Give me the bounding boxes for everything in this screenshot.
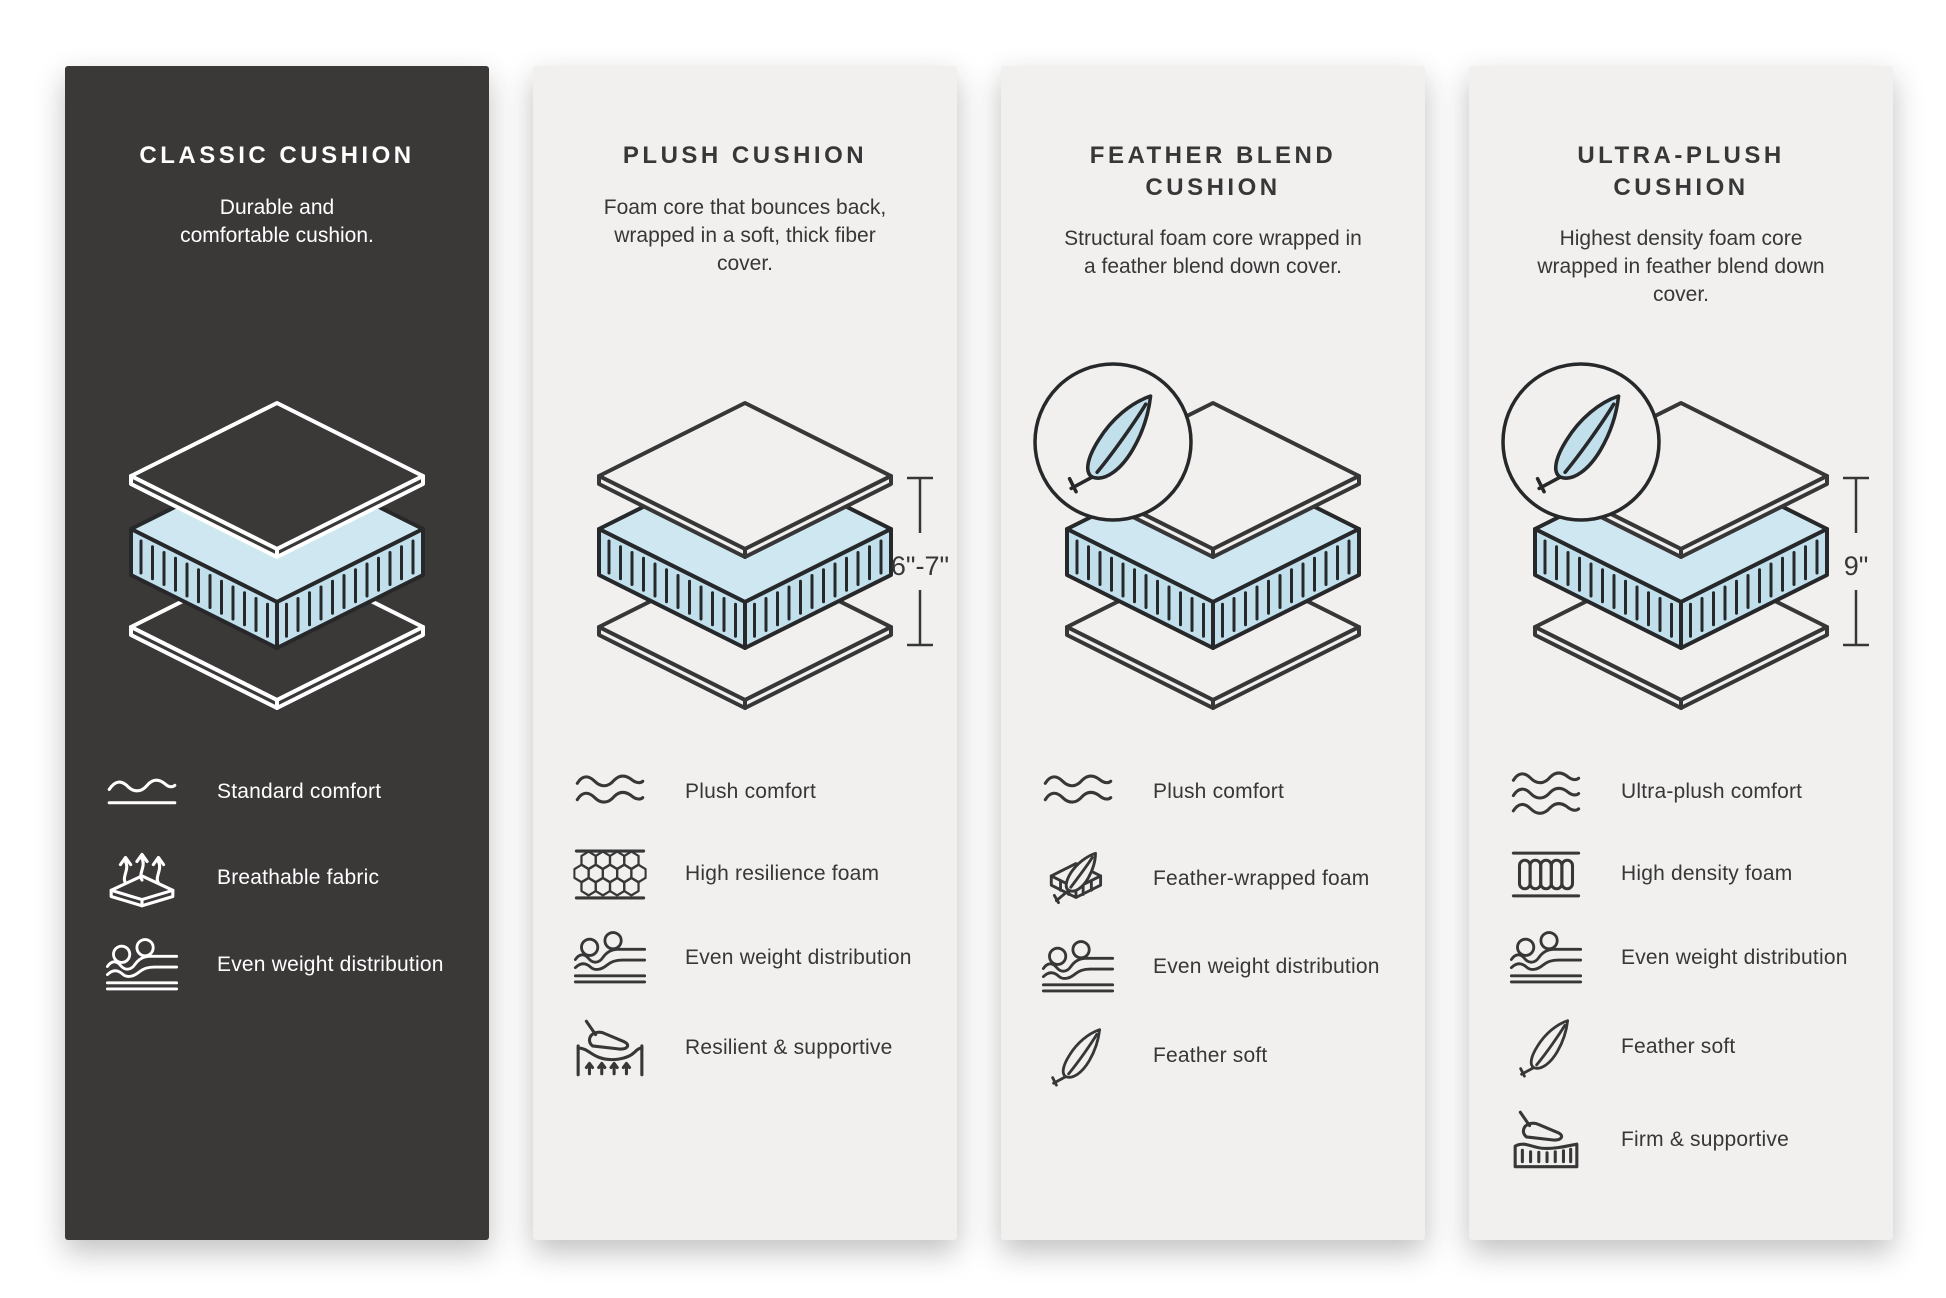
cushion-stack-drawing — [1491, 355, 1871, 727]
feature-label: Feather soft — [1621, 1034, 1736, 1058]
feather-icon — [1041, 1025, 1115, 1087]
feature-list — [573, 766, 933, 1110]
panel-classic-cushion — [65, 66, 489, 1240]
wave-comfort-icon — [105, 772, 179, 813]
feature-label: Feather-wrapped foam — [1153, 866, 1370, 890]
feature-list — [1509, 766, 1869, 1202]
panel-title: ULTRA-PLUSH CUSHION — [1577, 142, 1785, 201]
panel-title: FEATHER BLEND CUSHION — [1089, 142, 1337, 201]
feature-row — [1041, 848, 1401, 910]
feature-list — [1041, 766, 1401, 1117]
feature-row — [105, 848, 465, 908]
cushion-stack-drawing — [1023, 355, 1403, 727]
feather-badge-icon — [1503, 364, 1659, 520]
panel-description: Foam core that bounces back, wrapped in a soft, thick fiber cover. — [603, 195, 887, 275]
height-ruler — [891, 478, 949, 645]
feature-row — [573, 848, 933, 901]
feature-row — [573, 931, 933, 986]
feature-row — [573, 1016, 933, 1080]
feature-row — [1509, 848, 1869, 901]
feature-row — [573, 766, 933, 818]
feature-row — [1041, 940, 1401, 995]
feature-label: Breathable fabric — [217, 865, 380, 889]
height-measurement: 6"-7" — [890, 551, 950, 581]
feather-icon — [1509, 1016, 1583, 1078]
feature-label: High resilience foam — [685, 862, 880, 886]
panel-ultra-plush-cushion — [1469, 66, 1893, 1240]
triple-wave-comfort-icon — [1509, 767, 1583, 818]
feature-row — [105, 766, 465, 818]
feature-label: Even weight distribution — [1621, 946, 1848, 970]
feature-label: Ultra-plush comfort — [1621, 779, 1803, 803]
feature-label: Even weight distribution — [217, 953, 444, 977]
high-density-foam-icon — [1509, 848, 1583, 901]
feather-badge-icon — [1035, 364, 1191, 520]
feature-row — [1509, 931, 1869, 986]
panel-title: CLASSIC CUSHION — [139, 142, 415, 169]
feature-label: Plush comfort — [685, 779, 816, 803]
cushion-layers-diagram — [87, 355, 467, 727]
feature-row — [1509, 1016, 1869, 1078]
panel-plush-cushion — [533, 66, 957, 1240]
feature-label: Feather soft — [1153, 1043, 1268, 1067]
feature-row — [1041, 1025, 1401, 1087]
even-weight-icon — [1041, 940, 1115, 995]
feature-label: High density foam — [1621, 862, 1793, 886]
panel-description: Durable and comfortable cushion. — [180, 195, 374, 247]
cushion-layers-diagram — [1491, 355, 1871, 727]
feature-list — [105, 766, 465, 1023]
resilient-support-icon — [573, 1016, 647, 1080]
feature-row — [105, 938, 465, 993]
cushion-stack-drawing — [87, 355, 467, 727]
cushion-layers-diagram — [555, 355, 950, 727]
panel-description: Highest density foam core wrapped in feather blend down cover. — [1537, 227, 1825, 307]
double-wave-comfort-icon — [573, 770, 647, 815]
cushion-layers-diagram — [1023, 355, 1403, 727]
even-weight-icon — [573, 931, 647, 986]
feature-label: Resilient & supportive — [685, 1035, 893, 1059]
even-weight-icon — [105, 938, 179, 993]
height-ruler — [1843, 478, 1869, 645]
breathable-airflow-icon — [105, 848, 179, 908]
panel-feather-blend-cushion — [1001, 66, 1425, 1240]
feature-label: Even weight distribution — [685, 946, 912, 970]
panel-title: PLUSH CUSHION — [622, 142, 868, 169]
cushion-comparison — [65, 66, 1893, 1240]
cushion-stack-drawing — [555, 355, 950, 727]
panel-description: Structural foam core wrapped in a feather blend down cover. — [1064, 227, 1362, 279]
feature-row — [1509, 766, 1869, 818]
firm-support-icon — [1509, 1108, 1583, 1172]
feature-label: Plush comfort — [1153, 779, 1284, 803]
feature-label: Standard comfort — [217, 779, 382, 803]
double-wave-comfort-icon — [1041, 770, 1115, 815]
feature-row — [1509, 1108, 1869, 1172]
height-measurement: 9" — [1843, 551, 1869, 581]
feature-label: Even weight distribution — [1153, 955, 1380, 979]
feature-row — [1041, 766, 1401, 818]
honeycomb-foam-icon — [573, 848, 647, 901]
even-weight-icon — [1509, 931, 1583, 986]
feature-label: Firm & supportive — [1621, 1127, 1789, 1151]
feather-wrapped-foam-icon — [1041, 848, 1115, 910]
